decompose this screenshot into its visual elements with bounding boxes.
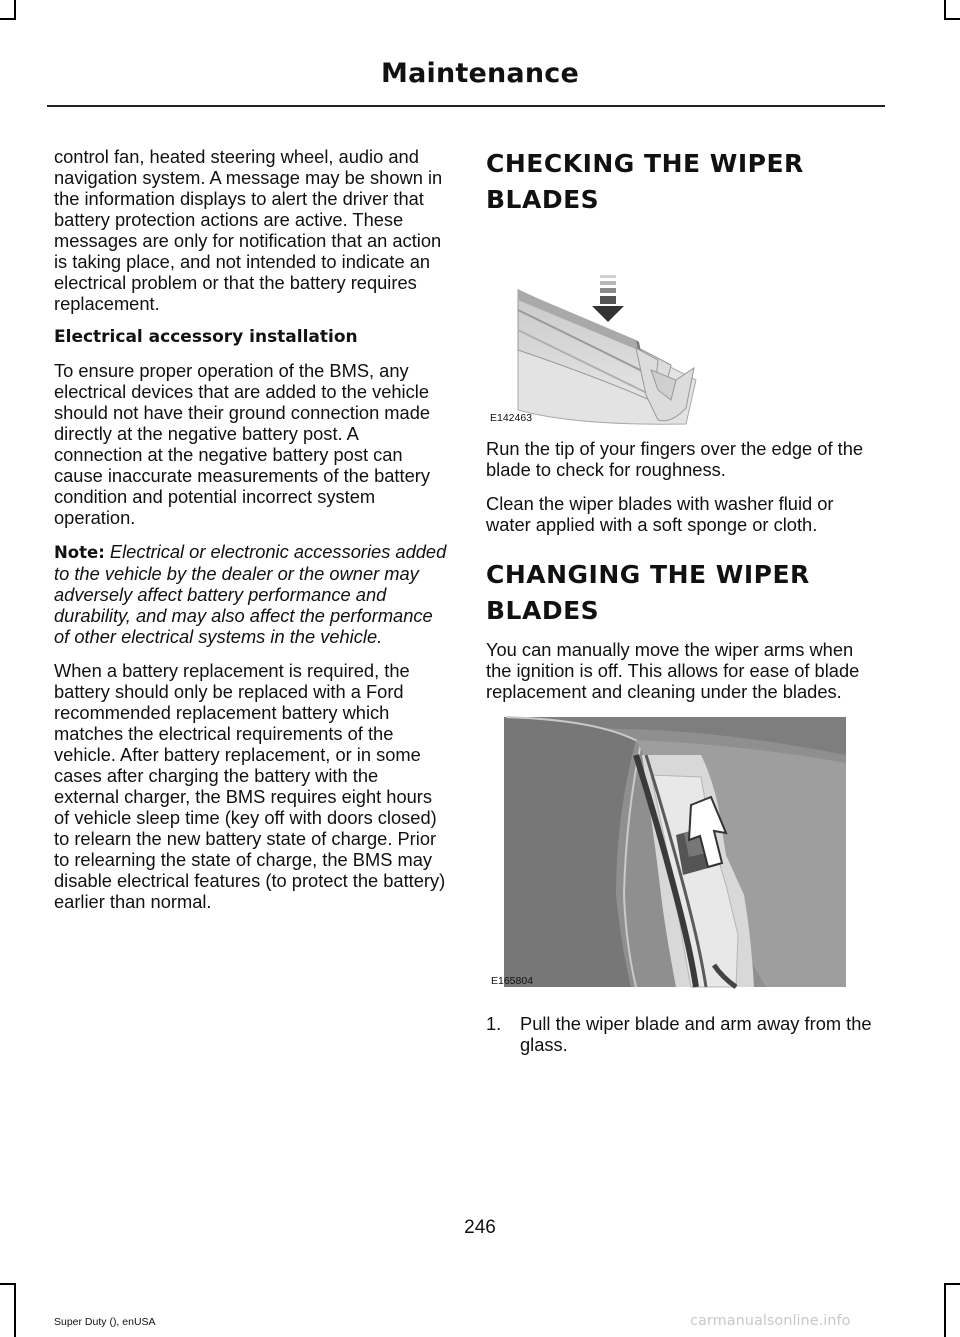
paragraph: You can manually move the wiper arms when the ignition is off. This allows for ease of blade replacement and cleaning under the blades. (486, 639, 860, 702)
paragraph: To ensure proper operation of the BMS, any electrical devices that are added to the vehicle should not have their ground connection made directly at the negative battery post. A connection at the negative battery post can cause inaccurate measurements of the battery condition and potential incorrect system operation. (54, 360, 431, 528)
step-number: 1. (486, 1013, 502, 1034)
crop-mark (944, 1283, 946, 1337)
step-text: Pull the wiper blade and arm away from the glass. (520, 1013, 872, 1055)
crop-mark (0, 18, 16, 20)
section-heading: CHECKING THE WIPER BLADES (486, 149, 804, 214)
header-divider (47, 105, 885, 107)
instruction-step (486, 1013, 881, 1055)
crop-mark (944, 0, 946, 20)
document-info: Super Duty (), enUSA (54, 1316, 156, 1328)
wiper-blade-illustration (486, 230, 881, 426)
page-title: Maintenance (381, 58, 579, 89)
crop-mark (0, 1283, 16, 1285)
crop-mark (944, 1283, 960, 1285)
note (54, 541, 447, 647)
figure-code: E165804 (491, 975, 534, 987)
crop-mark (14, 0, 16, 20)
left-column (54, 146, 447, 925)
note-label: Note: (54, 543, 105, 562)
paragraph: When a battery replacement is required, the battery should only be replaced with a Ford recommended replacement battery which matches the electrical requirements of the vehicle. After battery replacement, or in some cases after charging the battery with the external charger, the BMS requires eight hours of vehicle sleep time (key off with doors closed) to relearn the new battery state of charge. Prior to relearning the state of charge, the BMS may disable electrical features (to protect the battery) earlier than normal. (54, 660, 446, 912)
page-number: 246 (464, 1217, 496, 1238)
crop-mark (944, 18, 960, 20)
watermark: carmanualsonline.info (690, 1313, 851, 1329)
note-text: Electrical or electronic accessories added to the vehicle by the dealer or the owner may adversely affect battery performance and durability, and may also affect the performance of other electrical systems in the vehicle. (54, 541, 447, 647)
section-heading: CHANGING THE WIPER BLADES (486, 560, 810, 625)
subheading: Electrical accessory installation (54, 327, 358, 347)
paragraph: Clean the wiper blades with washer fluid or water applied with a soft sponge or cloth. (486, 493, 834, 535)
paragraph: Run the tip of your fingers over the edge of the blade to check for roughness. (486, 438, 864, 480)
figure-code: E142463 (490, 412, 533, 424)
wiper-arm-illustration (486, 715, 881, 993)
right-column (486, 146, 881, 1055)
wiper-blade-figure (486, 230, 881, 426)
paragraph: control fan, heated steering wheel, audio and navigation system. A message may be shown in the information displays to alert the driver that battery protection actions are active. These messages are only for notification that an action is taking place, and not intended to indicate an electrical problem or that the battery requires replacement. (54, 146, 443, 314)
wiper-arm-figure (486, 715, 881, 993)
crop-mark (14, 1283, 16, 1337)
